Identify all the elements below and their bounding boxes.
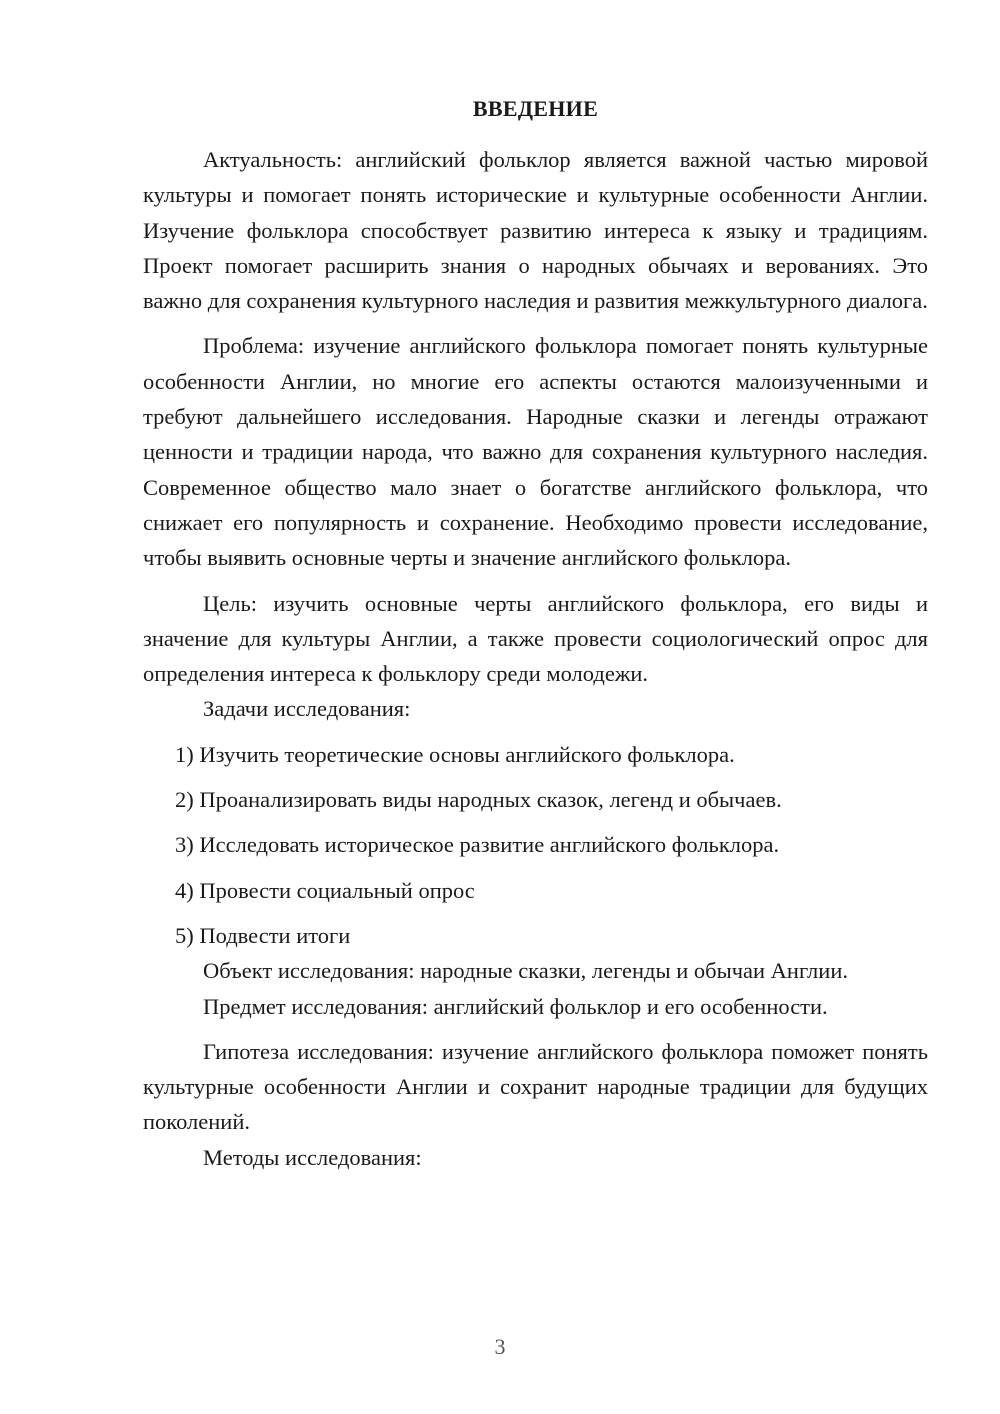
- task-item: 2) Проанализировать виды народных сказок, легенд и обычаев.: [175, 787, 782, 813]
- problem-paragraph: Проблема: изучение английского фольклора помогает понять культурные особенности Англии, но многие его аспекты остаются малоизученными и требуют дальнейшего исследования. Народные сказки и легенды отражают ценности и традиции народа, что важно для сохранения культурного наследия. Современное общество мало знает о богатстве английского фольклора, что снижает его популярность и сохранение. Необходимо провести исследование, чтобы выявить основные черты и значение английского фольклора.: [143, 333, 928, 571]
- goal-paragraph: Цель: изучить основные черты английского фольклора, его виды и значение для культуры Англии, а также провести социологический опрос для определения интереса к фольклору среди молодежи.: [143, 590, 928, 687]
- relevance-paragraph: Актуальность: английский фольклор является важной частью мировой культуры и помогает понять исторические и культурные особенности Англии. Изучение фольклора способствует развитию интереса к языку и традициям. Проект помогает расширить знания о народных обычаях и верованиях. Это важно для сохранения культурного наследия и развития межкультурного диалога.: [143, 147, 928, 314]
- hypothesis-paragraph: Гипотеза исследования: изучение английского фольклора поможет понять культурные особенности Англии и сохранит народные традиции для будущих поколений.: [143, 1038, 928, 1135]
- subject-paragraph: Предмет исследования: английский фольклор и его особенности.: [203, 993, 828, 1019]
- task-item: 1) Изучить теоретические основы английского фольклора.: [175, 741, 735, 767]
- page-number: 3: [494, 1334, 506, 1359]
- object-paragraph: Объект исследования: народные сказки, легенды и обычаи Англии.: [203, 958, 848, 984]
- task-item: 5) Подвести итоги: [175, 922, 351, 948]
- document-body: [143, 142, 928, 1175]
- tasks-label: Задачи исследования:: [203, 696, 411, 722]
- page-title: ВВЕДЕНИЕ: [472, 96, 599, 121]
- task-item: 3) Исследовать историческое развитие английского фольклора.: [175, 832, 780, 858]
- task-item: 4) Провести социальный опрос: [175, 877, 475, 903]
- methods-label: Методы исследования:: [203, 1144, 422, 1170]
